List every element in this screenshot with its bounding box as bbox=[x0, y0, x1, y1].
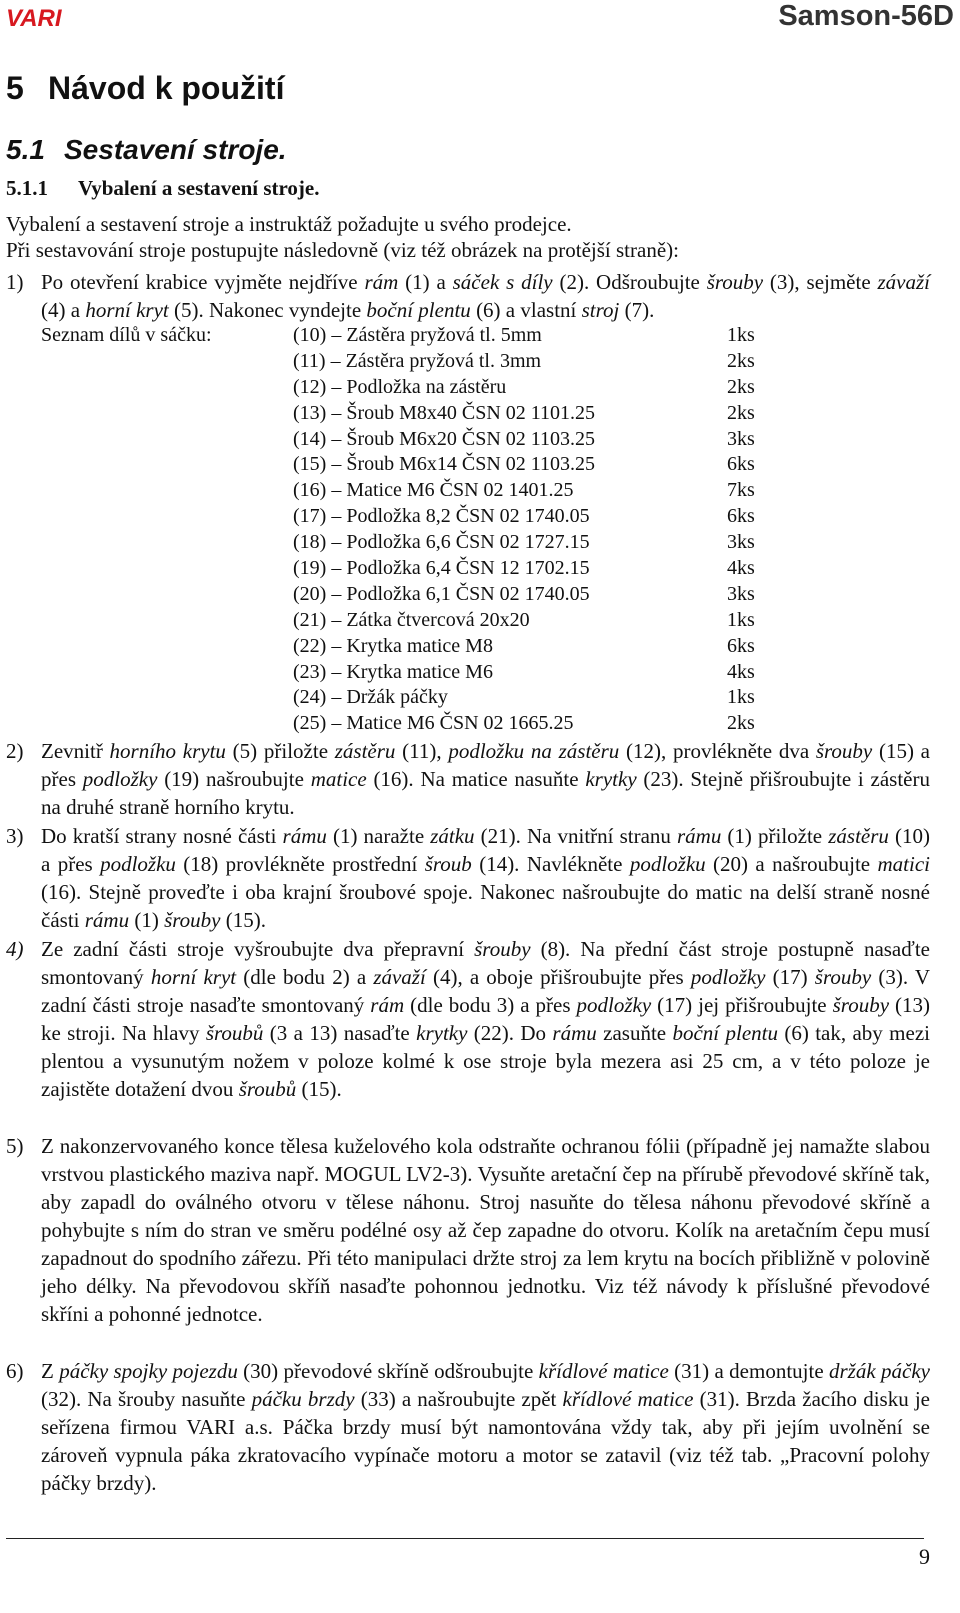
model-name: Samson-56D bbox=[778, 0, 954, 32]
step-number: 1) bbox=[6, 270, 24, 294]
parts-list-item: (20) – Podložka 6,1 ČSN 02 1740.05 3ks bbox=[293, 582, 755, 605]
step-text: Ze zadní části stroje vyšroubujte dva přepravní šrouby (8). Na přední část stroje postupně nasaďte smontovaný horní kryt (dle bodu 2) a závaží (4), a oboje přišroubujte přes podložky (17) šrouby (3). V zadní části stroje nasaďte smontovaný rám (dle bodu 3) a přes podložky (17) jej přišroubujte šrouby (13) ke stroji. Na hlavy šroubů (3 a 13) nasaďte krytky (22). Do rámu zasuňte boční plentu (6) tak, aby mezi plentou a vysunutým nožem v poloze kolmé k ose stroje byla mezera asi 25 cm, a v této poloze je zajistěte dotažení dvou šroubů (15). bbox=[41, 937, 930, 1101]
step-text: Z páčky spojky pojezdu (30) převodové skříně odšroubujte křídlové matice (31) a demontujte držák páčky (32). Na šrouby nasuňte páčku brzdy (33) a našroubujte zpět křídlové matice (31). Brzda žacího disku je seřízena firmou VARI a.s. Páčka brzdy musí být namontována vždy tak, aby při jejím uvolnění se zároveň vypnula páka zkratovacího vypínače motoru a motor se zatavil (viz též tab. „Pracovní polohy páčky brzdy). bbox=[41, 1359, 930, 1495]
parts-list-item: (18) – Podložka 6,6 ČSN 02 1727.15 3ks bbox=[293, 531, 755, 554]
step-1 bbox=[6, 268, 930, 324]
subsubsection-title: Vybalení a sestavení stroje. bbox=[78, 176, 320, 200]
parts-list-item: (13) – Šroub M8x40 ČSN 02 1101.25 2ks bbox=[293, 401, 755, 424]
section-number: 5 bbox=[6, 70, 24, 106]
subsection-number: 5.1 bbox=[6, 134, 45, 165]
subsubsection-heading bbox=[6, 176, 320, 201]
step-number: 4) bbox=[6, 937, 24, 961]
page-header bbox=[0, 0, 960, 34]
step-text: Zevnitř horního krytu (5) přiložte zástěru (11), podložku na zástěru (12), provlékněte dva šrouby (15) a přes podložky (19) našroubujte matice (16). Na matice nasuňte krytky (23). Stejně přišroubujte i zástěru na druhé straně horního krytu. bbox=[41, 739, 931, 819]
vari-logo bbox=[6, 6, 130, 33]
subsection-heading bbox=[6, 134, 287, 166]
parts-list-item: (10) – Zástěra pryžová tl. 5mm 1ks bbox=[293, 324, 755, 346]
parts-list-item: (24) – Držák páčky 1ks bbox=[293, 686, 755, 709]
section-title: Návod k použití bbox=[48, 70, 285, 106]
parts-list-item: (14) – Šroub M6x20 ČSN 02 1103.25 3ks bbox=[293, 427, 755, 450]
parts-list-item: (12) – Podložka na zástěru 2ks bbox=[293, 375, 755, 398]
page-number: 9 bbox=[919, 1544, 930, 1569]
parts-list-item: (19) – Podložka 6,4 ČSN 12 1702.15 4ks bbox=[293, 557, 755, 580]
parts-list-item: (21) – Zátka čtvercová 20x20 1ks bbox=[293, 608, 755, 631]
parts-list-item: (17) – Podložka 8,2 ČSN 02 1740.05 6ks bbox=[293, 505, 755, 528]
step-text: Po otevření krabice vyjměte nejdříve rám (1) a sáček s díly (2). Odšroubujte šrouby (3), sejměte závaží (4) a horní kryt (5). Nakonec vyndejte boční plentu (6) a vlastní stroj (7). bbox=[41, 270, 930, 322]
intro-line-2: Při sestavování stroje postupujte následovně (viz též obrázek na protější straně): bbox=[6, 238, 679, 262]
parts-list-label: Seznam dílů v sáčku: bbox=[41, 324, 212, 346]
parts-list-item: (11) – Zástěra pryžová tl. 3mm 2ks bbox=[293, 349, 755, 372]
intro-line-1: Vybalení a sestavení stroje a instruktáž požadujte u svého prodejce. bbox=[6, 212, 572, 236]
svg-text:VARI: VARI bbox=[6, 6, 62, 28]
step-2 bbox=[6, 737, 930, 821]
parts-list-item: (25) – Matice M6 ČSN 02 1665.25 2ks bbox=[293, 712, 755, 735]
step-5 bbox=[6, 1132, 930, 1328]
step-4 bbox=[6, 935, 930, 1103]
subsubsection-number: 5.1.1 bbox=[6, 176, 48, 200]
footer-rule bbox=[6, 1538, 924, 1539]
step-number: 5) bbox=[6, 1134, 24, 1158]
step-3 bbox=[6, 822, 930, 934]
step-number: 6) bbox=[6, 1359, 24, 1383]
parts-list-item: (22) – Krytka matice M8 6ks bbox=[293, 634, 755, 657]
parts-list-item: (23) – Krytka matice M6 4ks bbox=[293, 660, 755, 683]
parts-list-item: (15) – Šroub M6x14 ČSN 02 1103.25 6ks bbox=[293, 453, 755, 476]
step-6 bbox=[6, 1357, 930, 1497]
subsection-title: Sestavení stroje. bbox=[64, 134, 287, 165]
step-text: Do kratší strany nosné části rámu (1) naražte zátku (21). Na vnitřní stranu rámu (1) přiložte zástěru (10) a přes podložku (18) provlékněte prostřední šroub (14). Navlékněte podložku (20) a našroubujte matici (16). Stejně proveďte i oba krajní šroubové spoje. Nakonec našroubujte do matic na delší straně nosné části rámu (1) šrouby (15). bbox=[41, 824, 930, 932]
step-number: 2) bbox=[6, 739, 24, 763]
step-text: Z nakonzervovaného konce tělesa kuželového kola odstraňte ochranou fólii (případně jej namažte slabou vrstvou plastického maziva např. MOGUL LV2-3). Vysuňte aretační čep na přírubě převodové skříně tak, aby zapadl do oválného otvoru v tělese náhonu. Stroj nasuňte do tělesa náhonu převodové skříně a pohybujte s ním do stran ve směru podélné osy až čep zapadne do otvoru. Kolík na aretačním čepu musí zapadnout do spodního zářezu. Při této manipulaci držte stroj za lem krytu na bocích přibližně v polovině jeho délky. Na převodovou skříň nasaďte pohonnou jednotku. Viz též návody k příslušné převodové skříni a pohonné jednotce. bbox=[41, 1134, 930, 1326]
step-number: 3) bbox=[6, 824, 24, 848]
section-heading bbox=[6, 70, 284, 107]
parts-list bbox=[293, 323, 773, 737]
parts-list-item: (16) – Matice M6 ČSN 02 1401.25 7ks bbox=[293, 479, 755, 502]
